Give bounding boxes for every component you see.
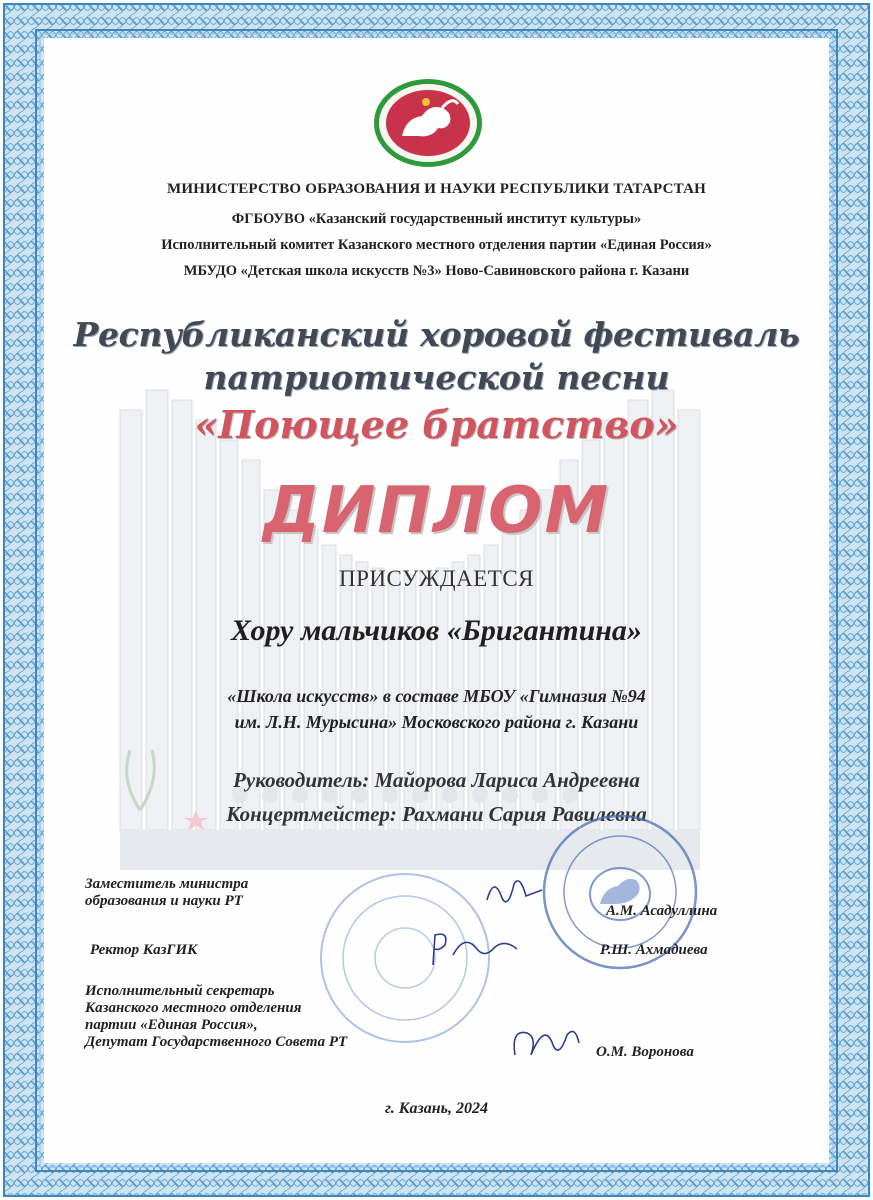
signature-1 — [482, 870, 552, 916]
accompanist-line: Концертмейстер: Рахмани Сария Равилевна — [226, 802, 647, 826]
recipient-org-line1: «Школа искусств» в составе МБОУ «Гимназия №94 — [227, 686, 646, 706]
signatory-2-position: Ректор КазГИК — [90, 942, 198, 958]
signatory-1-position: Заместитель министра образования и науки РТ — [85, 876, 249, 909]
signature-2 — [425, 925, 525, 973]
leader-line: Руководитель: Майорова Лариса Андреевна — [233, 768, 640, 792]
festival-title-line1: Республиканский хоровой фестиваль — [73, 315, 800, 354]
signatory-2-name: Р.Ш. Ахмадиева — [600, 942, 708, 958]
school-header: МБУДО «Детская школа искусств №3» Ново-Савиновского района г. Казани — [183, 263, 690, 279]
place-year: г. Казань, 2024 — [385, 1100, 488, 1117]
signatory-3-position: Исполнительный секретарь Казанского местного отделения партии «Единая Россия», Депутат Государственного Совета РТ — [85, 983, 348, 1050]
festival-name: «Поющее братство» — [194, 402, 679, 447]
ministry-header: МИНИСТЕРСТВО ОБРАЗОВАНИЯ И НАУКИ РЕСПУБЛИКИ ТАТАРСТАН — [167, 181, 706, 197]
tatarstan-emblem-icon — [372, 78, 484, 168]
recipient-org-line2: им. Л.Н. Мурысина» Московского района г. Казани — [234, 712, 639, 732]
signatory-3-name: О.М. Воронова — [596, 1044, 694, 1060]
festival-title-line2: патриотической песни — [203, 358, 670, 397]
awarded-label: ПРИСУЖДАЕТСЯ — [338, 566, 535, 591]
signature-3 — [505, 1015, 585, 1070]
recipient-name: Хору мальчиков «Бригантина» — [231, 614, 642, 647]
signatory-1-name: А.М. Асадуллина — [606, 903, 718, 919]
committee-header: Исполнительный комитет Казанского местного отделения партии «Единая Россия» — [161, 237, 712, 253]
institute-header: ФГБОУВО «Казанский государственный институт культуры» — [231, 211, 642, 227]
diploma-title: ДИПЛОМ — [262, 474, 611, 548]
